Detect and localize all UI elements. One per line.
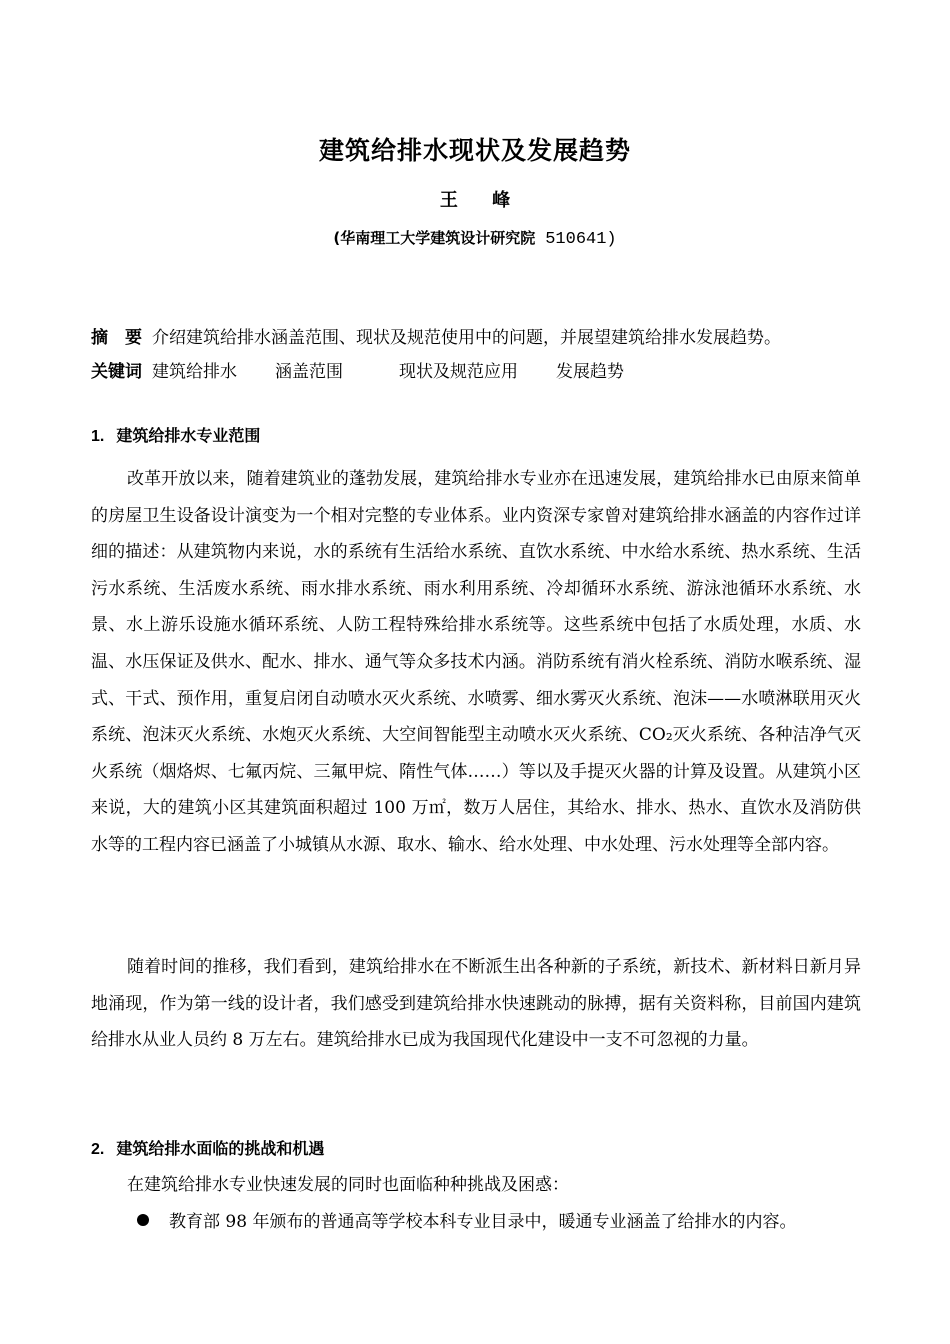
keyword: 涵盖范围 (275, 362, 343, 382)
section-number: 1. (91, 428, 105, 445)
body-paragraph: 改革开放以来，随着建筑业的蓬勃发展，建筑给排水专业亦在迅速发展，建筑给排水已由原来简单的房屋卫生设备设计演变为一个相对完整的专业体系。业内资深专家曾对建筑给排水涵盖的内容作过详细的描述：从建筑物内来说，水的系统有生活给水系统、直饮水系统、中水给水系统、热水系统、生活污水系统、生活废水系统、雨水排水系统、雨水利用系统、冷却循环水系统、游泳池循环水系统、水景、水上游乐设施水循环系统、人防工程特殊给排水系统等。这些系统中包括了水质处理，水质、水温、水压保证及供水、配水、排水、通气等众多技术内涵。消防系统有消火栓系统、消防水喉系统、湿式、干式、预作用，重复启闭自动喷水灭火系统、水喷雾、细水雾灭火系统、泡沫——水喷淋联用灭火系统、泡沫灭火系统、水炮灭火系统、大空间智能型主动喷水灭火系统、CO₂灭火系统、各种洁净气灭火系统（烟烙烬、七氟丙烷、三氟甲烷、隋性气体……）等以及手提灭火器的计算及设置。从建筑小区来说，大的建筑小区其建筑面积超过 100 万㎡，数万人居住，其给水、排水、热水、直饮水及消防供水等的工程内容已涵盖了小城镇从水源、取水、输水、给水处理、中水处理、污水处理等全部内容。 (91, 469, 861, 855)
keywords-line (91, 358, 881, 386)
body-paragraph: 随着时间的推移，我们看到，建筑给排水在不断派生出各种新的子系统，新技术、新材料日新月异地涌现，作为第一线的设计者，我们感受到建筑给排水快速跳动的脉搏，据有关资料称，目前国内建筑给排水从业人员约 8 万左右。建筑给排水已成为我国现代化建设中一支不可忽视的力量。 (91, 957, 861, 1051)
bullet-item (137, 1208, 877, 1236)
paper-title: 建筑给排水现状及发展趋势 (318, 136, 631, 165)
section-intro: 在建筑给排水专业快速发展的同时也面临种种挑战及困惑： (127, 1175, 569, 1195)
section-title: 建筑给排水专业范围 (116, 426, 261, 445)
abstract-line (91, 324, 881, 352)
bullet-dot-icon (137, 1214, 149, 1226)
keyword: 建筑给排水 (152, 362, 237, 382)
keywords-label: 关键词 (91, 362, 142, 382)
affiliation-name: (华南理工大学建筑设计研究院 (333, 229, 536, 247)
keyword: 发展趋势 (556, 362, 624, 382)
section-heading (91, 423, 260, 450)
affiliation (0, 226, 950, 252)
section-number: 2. (91, 1141, 105, 1158)
author-name: 王 峰 (439, 190, 511, 211)
section-title: 建筑给排水面临的挑战和机遇 (116, 1139, 325, 1158)
abstract-label: 摘 要 (91, 328, 142, 348)
abstract-text: 介绍建筑给排水涵盖范围、现状及规范使用中的问题，并展望建筑给排水发展趋势。 (152, 328, 781, 348)
keyword: 现状及规范应用 (399, 362, 518, 382)
postal-code: 510641) (545, 230, 617, 249)
section-heading (91, 1136, 324, 1163)
bullet-text: 教育部 98 年颁布的普通高等学校本科专业目录中，暖通专业涵盖了给排水的内容。 (169, 1212, 797, 1232)
